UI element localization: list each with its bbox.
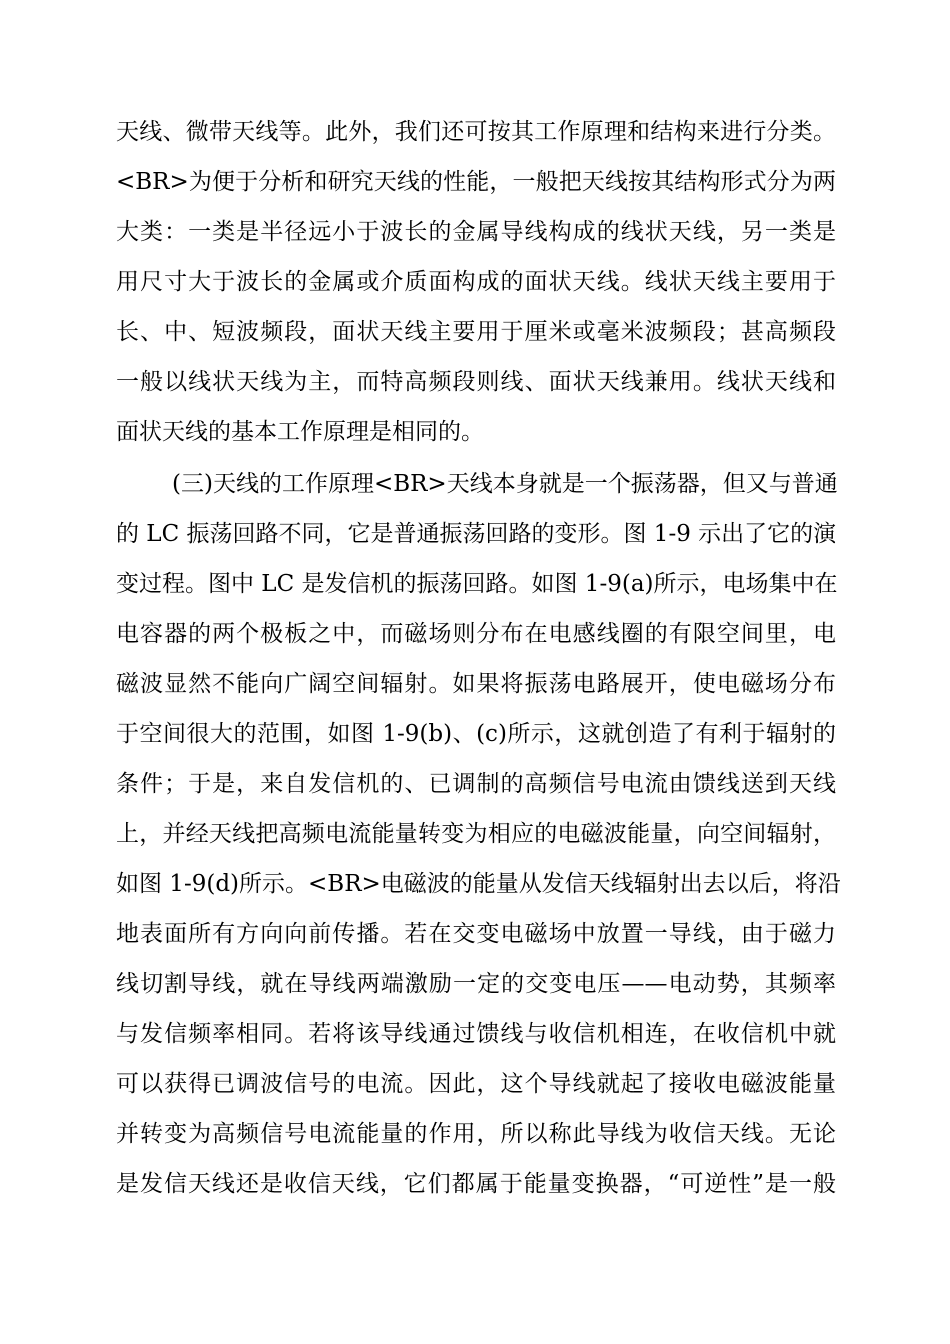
text-line-15: 上，并经天线把高频电流能量转变为相应的电磁波能量，向空间辐射， [116, 821, 836, 847]
text-line-18: 线切割导线，就在导线两端激励一定的交变电压——电动势，其频率 [116, 971, 836, 997]
text-line-20: 可以获得已调波信号的电流。因此，这个导线就起了接收电磁波能量 [116, 1071, 836, 1097]
text-line-21: 并转变为高频信号电流能量的作用，所以称此导线为收信天线。无论 [116, 1121, 836, 1147]
text-line-11: 电容器的两个极板之中，而磁场则分布在电感线圈的有限空间里，电 [116, 621, 836, 647]
text-line-2: <BR>为便于分析和研究天线的性能，一般把天线按其结构形式分为两 [116, 169, 836, 195]
text-line-9: 的 LC 振荡回路不同，它是普通振荡回路的变形。图 1-9 示出了它的演 [116, 521, 837, 547]
text-line-1: 天线、微带天线等。此外，我们还可按其工作原理和结构来进行分类。 [116, 119, 836, 145]
text-line-19: 与发信频率相同。若将该导线通过馈线与收信机相连，在收信机中就 [116, 1021, 836, 1047]
text-line-17: 地表面所有方向向前传播。若在交变电磁场中放置一导线，由于磁力 [116, 921, 836, 947]
text-line-10: 变过程。图中 LC 是发信机的振荡回路。如图 1-9(a)所示，电场集中在 [116, 571, 838, 597]
text-line-8: (三)天线的工作原理<BR>天线本身就是一个振荡器，但又与普通 [172, 471, 838, 497]
text-line-6: 一般以线状天线为主，而特高频段则线、面状天线兼用。线状天线和 [116, 369, 836, 395]
text-line-12: 磁波显然不能向广阔空间辐射。如果将振荡电路展开，使电磁场分布 [116, 671, 836, 697]
text-line-13: 于空间很大的范围，如图 1-9(b)、(c)所示，这就创造了有利于辐射的 [116, 721, 836, 747]
text-line-5: 长、中、短波频段，面状天线主要用于厘米或毫米波频段；甚高频段 [116, 319, 836, 345]
text-line-14: 条件；于是，来自发信机的、已调制的高频信号电流由馈线送到天线 [116, 771, 836, 797]
text-line-4: 用尺寸大于波长的金属或介质面构成的面状天线。线状天线主要用于 [116, 269, 836, 295]
text-line-22: 是发信天线还是收信天线，它们都属于能量变换器，“可逆性”是一般 [116, 1171, 836, 1197]
text-line-16: 如图 1-9(d)所示。<BR>电磁波的能量从发信天线辐射出去以后，将沿 [116, 871, 841, 897]
text-line-3: 大类：一类是半径远小于波长的金属导线构成的线状天线，另一类是 [116, 219, 836, 245]
text-line-7: 面状天线的基本工作原理是相同的。 [116, 419, 484, 445]
